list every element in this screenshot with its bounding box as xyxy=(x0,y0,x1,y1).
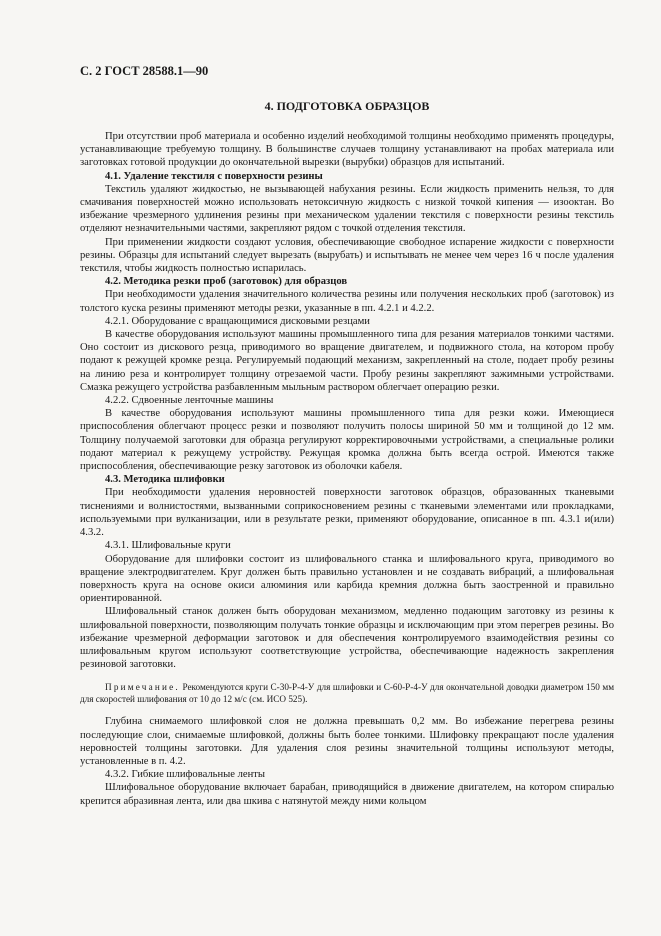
note xyxy=(80,681,614,705)
subsection-4-3-title: 4.3. Методика шлифовки xyxy=(105,474,225,486)
page-header: С. 2 ГОСТ 28588.1—90 xyxy=(80,64,209,78)
paragraph: Текстиль удаляют жидкостью, не вызывающей набухания резины. Если жидкость применить нельзя, то для смачивания поверхностей можно использовать нетоксичную жидкость с низкой точкой кипения — изооктан. Во избежание чрезмерного удлинения резины при механическом удалении текстиля с поверхности резины текстиль отделяют незначительными частями, закрепляют рядом с точкой отделения текстиля. xyxy=(80,183,614,235)
section-title: 4. ПОДГОТОВКА ОБРАЗЦОВ xyxy=(264,99,430,113)
paragraph: При необходимости удаления неровностей поверхности заготовок образцов, образованных тканевыми тиснениями и волнистостями, вызванными соприкосновением резины с тканевыми элементами или прокладками, используемыми при вулканизации, или в результате резки, применяют оборудование, описанное в пп. 4.3.1 и(или) 4.3.2. xyxy=(80,487,614,539)
note-label: Примечание. xyxy=(105,682,180,693)
subsection-4-2-title: 4.2. Методика резки проб (заготовок) для образцов xyxy=(105,276,348,288)
paragraph: Глубина снимаемого шлифовкой слоя не должна превышать 0,2 мм. Во избежание перегрева резины последующие слои, снимаемые шлифовкой, должны быть более тонкими. Шлифовку прекращают после удаления неровностей толщины заготовки. Для удаления слоя резины значительной толщины используют методы, установленные в п. 4.2. xyxy=(80,716,614,767)
paragraph: В качестве оборудования используют машины промышленного типа для резки кожи. Имеющиеся приспособления облегчают процесс резки и позволяют получить полосы шириной 50 мм и толщиной до 12 мм. Толщину получаемой заготовки для образца регулируют корректировочными устройствами, а специальные ролики подают материал к режущему устройству. Режущая кромка должна быть всегда острой. Имеются также приспособления, обеспечивающие резку заготовок из оболочки кабеля. xyxy=(80,408,614,473)
subsection-4-3-1-title: 4.3.1. Шлифовальные круги xyxy=(105,540,231,552)
subsection-4-2-2-title: 4.2.2. Сдвоенные ленточные машины xyxy=(105,395,274,407)
subsection-4-2-1-title: 4.2.1. Оборудование с вращающимися дисковыми резцами xyxy=(105,315,370,327)
paragraph: Шлифовальный станок должен быть оборудован механизмом, медленно подающим заготовку из резины к шлифовальной поверхности, позволяющим получать тонкие образцы и исключающим при этом перегрев резины. Во избежание чрезмерной деформации заготовок и для обеспечения контролируемого взаимодействия резины со шлифовальным кругом используют соответствующие устройства, обеспечивающие надежность закрепления резиновой заготовки. xyxy=(80,606,614,671)
intro-paragraph: При отсутствии проб материала и особенно изделий необходимой толщины необходимо применять процедуры, устанавливающие требуемую толщину. В большинстве случаев толщину устанавливают на пробах материала или заготовках готовой продукции до окончательной вырезки (вырубки) образцов для испытаний. xyxy=(80,131,614,169)
subsection-4-1-title: 4.1. Удаление текстиля с поверхности резины xyxy=(105,170,323,182)
subsection-4-3-2-title: 4.3.2. Гибкие шлифовальные ленты xyxy=(105,769,266,781)
paragraph: Оборудование для шлифовки состоит из шлифовального станка и шлифовального круга, приводимого во вращение электродвигателем. Круг должен быть правильно установлен и не создавать вибраций, а шлифовальная поверхность круга на основе окиси алюминия или карбида кремния должна быть заостренной и правильно ориентированной. xyxy=(80,553,614,605)
document-page xyxy=(80,64,614,808)
paragraph: В качестве оборудования используют машины промышленного типа для резания материалов тонкими частями. Оно состоит из дискового резца, приводимого во вращение двигателем, и подвижного стола, на котором пробу подают к режущей кромке резца. Регулируемый подающий механизм, закрепленный на столе, подает пробу резины на линию реза и контролирует толщину отрезаемой части. Пробу резины закрепляют зажимными устройствами. Смазка режущего устройства разбавленным мыльным раствором облегчает операцию резки. xyxy=(80,329,614,393)
paragraph: Шлифовальное оборудование включает барабан, приводящийся в движение двигателем, на котором спиралью крепится абразивная лента, или два шкива с натянутой между ними кольцом xyxy=(80,782,614,807)
note-text: Рекомендуются круги С-30-Р-4-У для шлифовки и С-60-Р-4-У для окончательной доводки диаметром 150 мм для скоростей шлифования от 10 до 12 м/с (см. ИСО 525). xyxy=(80,682,615,705)
paragraph: При необходимости удаления значительного количества резины или получения нескольких проб (заготовок) из толстого куска резины применяют методы резки, указанные в пп. 4.2.1 и 4.2.2. xyxy=(80,289,614,314)
paragraph: При применении жидкости создают условия, обеспечивающие свободное испарение жидкости с поверхности резины. Образцы для испытаний следует вырезать (вырубать) и испытывать не менее чем через 16 ч после удаления текстиля, чтобы жидкость полностью испарилась. xyxy=(80,236,614,275)
